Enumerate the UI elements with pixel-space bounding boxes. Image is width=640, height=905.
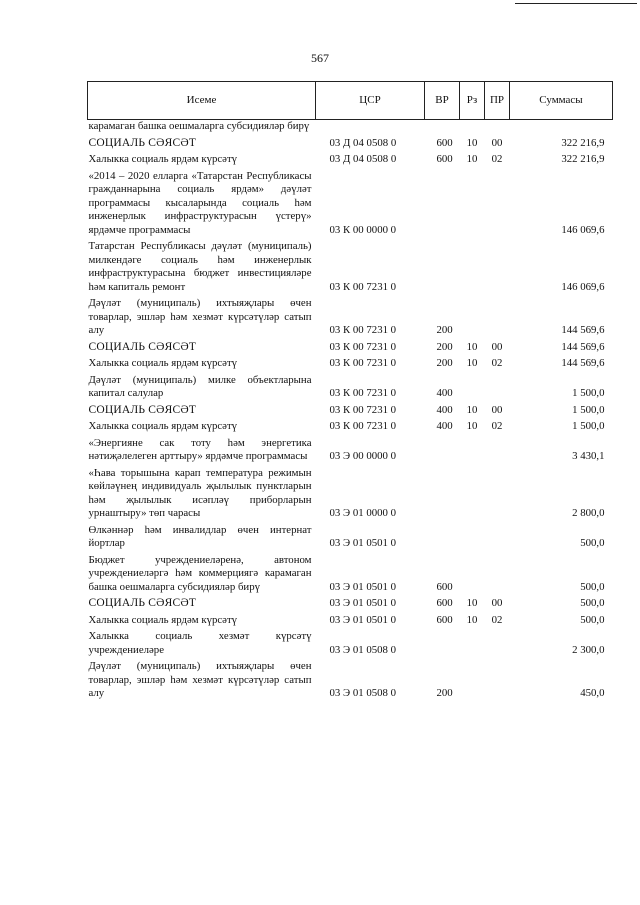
- table-row: [88, 167, 613, 238]
- row-rz-code: 10: [466, 403, 478, 416]
- row-vr-code: 400: [436, 387, 453, 399]
- row-name: [88, 338, 316, 355]
- budget-table: [87, 81, 613, 701]
- header-pr: ПР: [485, 82, 510, 120]
- header-csr: ЦСР: [316, 82, 425, 120]
- row-sum: 500,0: [580, 537, 605, 549]
- row-sum: 500,0: [580, 580, 605, 593]
- row-pr-code: [485, 521, 510, 551]
- row-vr-code: 600: [436, 580, 453, 593]
- row-name-text: Халыкка социаль ярдәм күрсәтү: [88, 420, 238, 432]
- row-pr-code: [485, 167, 510, 238]
- row-name: [88, 627, 316, 657]
- header-name: Исеме: [88, 82, 316, 120]
- table-row: [88, 134, 613, 151]
- header-sum: Суммасы: [510, 82, 613, 120]
- header-rz: Рз: [460, 82, 485, 120]
- row-name-text: Халыкка социаль ярдәм күрсәтү: [88, 613, 238, 626]
- row-pr-code: [485, 464, 510, 521]
- row-csr-code: 03 К 00 7231 0: [329, 357, 397, 369]
- row-name: [88, 120, 316, 134]
- table-row: [88, 464, 613, 521]
- table-row: [88, 371, 613, 401]
- row-name: [88, 371, 316, 401]
- row-name-text: СОЦИАЛЬ СӘЯСӘТ: [88, 597, 197, 609]
- row-sum: 146 069,6: [561, 223, 605, 236]
- row-rz-code: [460, 521, 485, 551]
- row-name-text: СОЦИАЛЬ СӘЯСӘТ: [88, 340, 197, 353]
- row-sum: 1 500,0: [572, 403, 605, 416]
- row-pr-code: 00: [491, 597, 503, 609]
- row-name-text: Халыкка социаль ярдәм күрсәтү: [88, 357, 238, 369]
- row-pr-code: 02: [491, 153, 503, 165]
- row-vr-code: [425, 237, 460, 294]
- table-row: [88, 611, 613, 628]
- row-csr-code: 03 К 00 7231 0: [329, 324, 397, 336]
- row-csr-code: 03 К 00 7231 0: [329, 340, 397, 353]
- row-csr-code: [316, 120, 425, 134]
- row-name-text: Дәүләт (муниципаль) милке объектларына капитал салулар: [88, 373, 312, 399]
- row-sum: 144 569,6: [561, 340, 605, 353]
- row-csr-code: 03 К 00 7231 0: [329, 403, 397, 416]
- row-csr-code: 03 Э 01 0508 0: [329, 687, 397, 699]
- row-rz-code: [460, 371, 485, 401]
- row-sum: 500,0: [580, 613, 605, 626]
- row-vr-code: 200: [436, 357, 453, 369]
- row-name-text: СОЦИАЛЬ СӘЯСӘТ: [88, 136, 197, 149]
- row-csr-code: 03 Э 00 0000 0: [329, 450, 397, 462]
- row-pr-code: [485, 237, 510, 294]
- row-pr-code: [485, 371, 510, 401]
- row-name-text: Татарстан Республикасы дәүләт (муниципаль) милкендәге социаль һәм инженерлык инфраструктурасына бюджет инвестицияләре һәм капиталь ремонт: [88, 240, 312, 293]
- row-sum: 2 300,0: [572, 643, 605, 656]
- row-vr-code: 600: [436, 597, 453, 609]
- row-pr-code: [485, 434, 510, 464]
- row-name-text: «Энергияне сак тоту һәм энергетика нәтиҗәлелеген арттыру» ярдәмче программасы: [88, 436, 312, 462]
- row-csr-code: 03 К 00 7231 0: [329, 280, 397, 293]
- row-rz-code: 10: [466, 136, 478, 149]
- row-rz-code: 10: [466, 340, 478, 353]
- row-name-text: Өлкәннәр һәм инвалидлар өчен интернат йортлар: [88, 523, 312, 549]
- row-name-text: Дәүләт (муниципаль) ихтыяҗлары өчен товарлар, эшләр һәм хезмәт күрсәтүләр сатып алу: [88, 297, 312, 336]
- row-vr-code: 600: [436, 136, 453, 149]
- table-row: [88, 551, 613, 595]
- row-name: [88, 401, 316, 418]
- row-name: [88, 594, 316, 611]
- row-csr-code: 03 Э 01 0501 0: [329, 580, 397, 593]
- row-name: [88, 657, 316, 701]
- table-row: [88, 627, 613, 657]
- row-vr-code: 200: [436, 340, 453, 353]
- row-sum: 322 216,9: [561, 136, 605, 149]
- row-rz-code: [460, 120, 485, 134]
- header-vr: ВР: [425, 82, 460, 120]
- row-name-text: «Һава торышына карап температура режимын көйләүнең индивидуаль җылылык пунктларын һәм җылылык исәпләү приборларын урнаштыру» төп чарасы: [88, 466, 312, 519]
- row-sum: 2 800,0: [572, 507, 605, 519]
- table-row: [88, 434, 613, 464]
- row-vr-code: [425, 434, 460, 464]
- row-rz-code: [460, 294, 485, 338]
- row-name: [88, 434, 316, 464]
- row-name: [88, 611, 316, 628]
- row-csr-code: 03 К 00 0000 0: [329, 223, 397, 236]
- table-row: [88, 354, 613, 371]
- row-pr-code: 02: [491, 357, 503, 369]
- table-row: [88, 237, 613, 294]
- row-sum: 1 500,0: [572, 387, 605, 399]
- row-vr-code: 200: [436, 687, 453, 699]
- row-vr-code: 600: [436, 613, 453, 626]
- page-number: 567: [311, 51, 329, 65]
- row-pr-code: [485, 627, 510, 657]
- row-name: [88, 167, 316, 238]
- table-row: [88, 521, 613, 551]
- table-row: [88, 401, 613, 418]
- row-name: [88, 294, 316, 338]
- row-pr-code: [485, 657, 510, 701]
- row-sum: [510, 120, 613, 134]
- row-vr-code: [425, 167, 460, 238]
- row-rz-code: [460, 464, 485, 521]
- row-name: [88, 551, 316, 595]
- row-pr-code: 00: [491, 136, 503, 149]
- row-sum: 144 569,6: [561, 324, 605, 336]
- row-csr-code: 03 Э 01 0501 0: [329, 537, 397, 549]
- row-vr-code: [425, 521, 460, 551]
- row-rz-code: [460, 237, 485, 294]
- row-sum: 144 569,6: [561, 357, 605, 369]
- row-pr-code: 02: [491, 613, 503, 626]
- row-csr-code: 03 К 00 7231 0: [329, 420, 397, 432]
- row-vr-code: 400: [436, 420, 453, 432]
- row-name-text: Бюджет учреждениеләренә, автоном учреждениеләргә һәм коммерциягә карамаган башка оешмаларга субсидияләр бирү: [88, 553, 312, 593]
- row-rz-code: 10: [466, 613, 478, 626]
- row-name: [88, 417, 316, 434]
- row-pr-code: [485, 120, 510, 134]
- row-pr-code: 00: [491, 403, 503, 416]
- row-name-text: Дәүләт (муниципаль) ихтыяҗлары өчен товарлар, эшләр һәм хезмәт күрсәтүләр сатып алу: [88, 660, 312, 699]
- row-vr-code: [425, 627, 460, 657]
- row-sum: 3 430,1: [572, 450, 605, 462]
- row-name: [88, 354, 316, 371]
- row-name: [88, 237, 316, 294]
- row-name-text: Халыкка социаль хезмәт күрсәтү учреждениеләре: [88, 630, 312, 656]
- top-edge-rule: [515, 3, 637, 4]
- row-csr-code: 03 Д 04 0508 0: [329, 136, 397, 149]
- table-header-row: [88, 82, 613, 120]
- table-row: [88, 657, 613, 701]
- row-sum: 322 216,9: [561, 153, 605, 165]
- row-rz-code: [460, 627, 485, 657]
- row-vr-code: 600: [436, 153, 453, 165]
- row-rz-code: 10: [466, 420, 478, 432]
- row-pr-code: [485, 551, 510, 595]
- row-csr-code: 03 Д 04 0508 0: [329, 153, 397, 165]
- table-row: [88, 294, 613, 338]
- row-csr-code: 03 Э 01 0508 0: [329, 643, 397, 656]
- row-sum: 500,0: [580, 597, 605, 609]
- row-vr-code: 400: [436, 403, 453, 416]
- row-vr-code: [425, 464, 460, 521]
- table-row: [88, 594, 613, 611]
- row-csr-code: 03 Э 01 0501 0: [329, 613, 397, 626]
- row-sum: 1 500,0: [572, 420, 605, 432]
- row-name: [88, 521, 316, 551]
- row-name-text: СОЦИАЛЬ СӘЯСӘТ: [88, 403, 197, 416]
- row-csr-code: 03 Э 01 0000 0: [329, 507, 397, 519]
- row-rz-code: [460, 434, 485, 464]
- row-csr-code: 03 К 00 7231 0: [329, 387, 397, 399]
- row-rz-code: [460, 657, 485, 701]
- row-rz-code: 10: [466, 597, 478, 609]
- row-pr-code: [485, 294, 510, 338]
- table-row: [88, 338, 613, 355]
- row-rz-code: [460, 167, 485, 238]
- row-name: [88, 134, 316, 151]
- row-name: [88, 150, 316, 167]
- row-sum: 146 069,6: [561, 280, 605, 293]
- row-pr-code: 00: [491, 340, 503, 353]
- row-name-text: Халыкка социаль ярдәм күрсәтү: [88, 153, 238, 165]
- row-vr-code: [425, 120, 460, 134]
- table-row: [88, 150, 613, 167]
- row-name-text: «2014 – 2020 елларга «Татарстан Республикасы гражданнарына социаль ярдәм» дәүләт программасы кысаларында социаль һәм инженерлык инфраструктурасын үстерү» ярдәмче программасы: [88, 169, 312, 236]
- row-rz-code: [460, 551, 485, 595]
- row-csr-code: 03 Э 01 0501 0: [329, 597, 397, 609]
- row-rz-code: 10: [466, 153, 478, 165]
- row-rz-code: 10: [466, 357, 478, 369]
- row-name: [88, 464, 316, 521]
- row-name-text: карамаган башка оешмаларга субсидияләр бирү: [88, 120, 310, 132]
- row-vr-code: 200: [436, 324, 453, 336]
- table-row: [88, 120, 613, 134]
- table-row: [88, 417, 613, 434]
- row-pr-code: 02: [491, 420, 503, 432]
- row-sum: 450,0: [580, 687, 605, 699]
